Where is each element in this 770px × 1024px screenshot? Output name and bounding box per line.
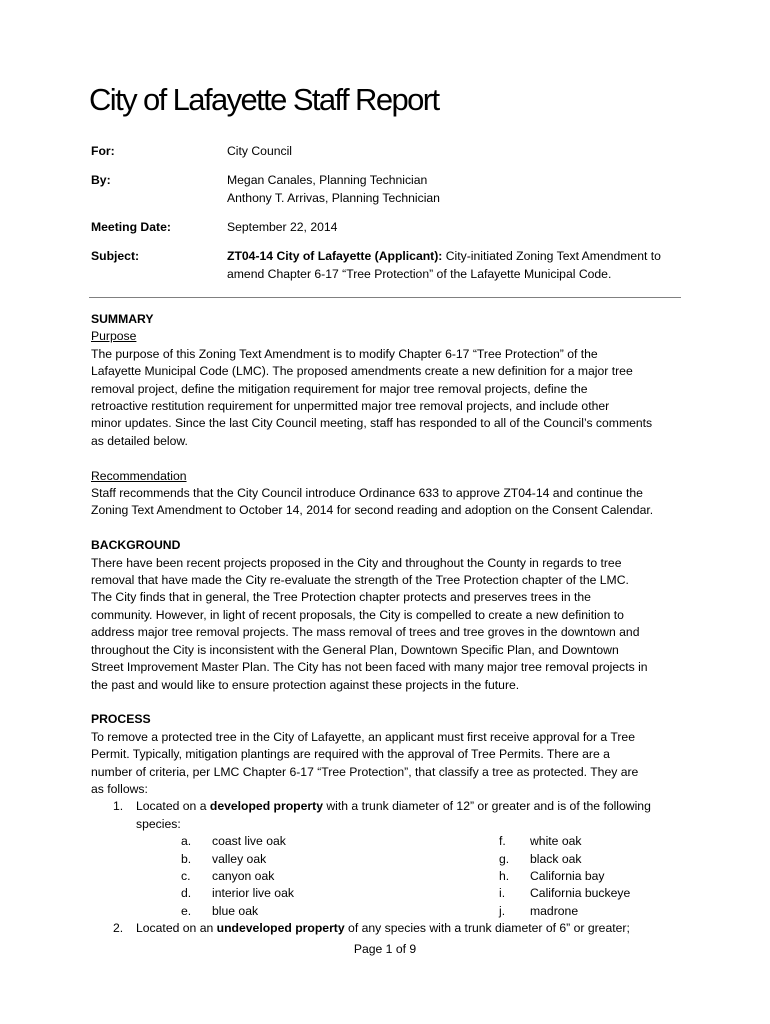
- by-label: By:: [91, 173, 111, 187]
- species-letter: g.: [499, 851, 510, 866]
- protection-criteria-list-continued: [91, 920, 691, 937]
- list-number: 2.: [113, 921, 124, 936]
- subject-label: Subject:: [91, 249, 140, 263]
- purpose-line: The purpose of this Zoning Text Amendment is to modify Chapter 6-17 “Tree Protection” of the: [91, 346, 598, 361]
- process-line: To remove a protected tree in the City of Lafayette, an applicant must first receive approval for a Tree: [91, 729, 635, 744]
- species-letter: d.: [181, 886, 192, 901]
- list-number: 1.: [113, 799, 124, 814]
- background-line: throughout the City is inconsistent with the General Plan, Downtown Specific Plan, and Downtown: [91, 642, 619, 657]
- process-line: as follows:: [91, 781, 148, 796]
- background-line: The City finds that in general, the Tree Protection chapter protects and preserves trees in the: [91, 590, 591, 605]
- protection-criteria-list: [91, 798, 691, 833]
- purpose-line: minor updates. Since the last City Council meeting, staff has responded to all of the Council’s comments: [91, 416, 653, 431]
- process-heading: PROCESS: [91, 712, 151, 727]
- subject-text: City-initiated Zoning Text Amendment to: [442, 249, 661, 263]
- background-line: There have been recent projects proposed in the City and throughout the County in regards to tree: [91, 555, 622, 570]
- species-list: [91, 833, 691, 920]
- purpose-line: as detailed below.: [91, 433, 188, 448]
- recommendation-line: Staff recommends that the City Council introduce Ordinance 633 to approve ZT04-14 and continue the: [91, 486, 643, 501]
- by-author-2: Anthony T. Arrivas, Planning Technician: [227, 190, 440, 205]
- for-label: For:: [91, 144, 115, 158]
- purpose-line: removal project, define the mitigation requirement for major tree removal projects, define the: [91, 381, 588, 396]
- report-body: [91, 311, 691, 938]
- criteria-text: Located on a: [136, 799, 210, 814]
- purpose-line: Lafayette Municipal Code (LMC). The proposed amendments create a new definition for a major tree: [91, 364, 633, 379]
- species-letter: j.: [499, 903, 506, 918]
- species-name: white oak: [530, 834, 582, 849]
- species-letter: e.: [181, 903, 192, 918]
- header-divider: [89, 297, 681, 298]
- meeting-date-label: Meeting Date:: [91, 220, 171, 234]
- by-author-1: Megan Canales, Planning Technician: [227, 173, 428, 187]
- recommendation-line: Zoning Text Amendment to October 14, 2014 for second reading and adoption on the Consent Calendar.: [91, 503, 654, 518]
- criteria-item-2: [91, 920, 691, 937]
- criteria-item-1: [91, 798, 691, 833]
- species-letter: a.: [181, 834, 192, 849]
- background-line: community. However, in light of recent proposals, the City is compelled to create a new definition to: [91, 607, 624, 622]
- species-name: valley oak: [212, 851, 267, 866]
- species-letter: i.: [499, 886, 506, 901]
- background-line: Street Improvement Master Plan. The City has not been faced with many major tree removal projects in: [91, 660, 648, 675]
- purpose-heading: Purpose: [91, 329, 137, 344]
- purpose-line: retroactive restitution requirement for unpermitted major tree removal projects, and include other: [91, 399, 610, 414]
- species-letter: f.: [499, 834, 506, 849]
- species-name: madrone: [530, 903, 579, 918]
- meeting-date-value: September 22, 2014: [227, 220, 338, 234]
- species-name: black oak: [530, 851, 582, 866]
- species-name: California buckeye: [530, 886, 631, 901]
- subject-line-2: amend Chapter 6-17 “Tree Protection” of the Lafayette Municipal Code.: [227, 266, 612, 281]
- criteria-text: with a trunk diameter of 12” or greater and is of the following: [322, 799, 651, 814]
- background-line: address major tree removal projects. The mass removal of trees and tree groves in the downtown and: [91, 625, 640, 640]
- page-number: Page 1 of 9: [353, 942, 417, 956]
- recommendation-heading: Recommendation: [91, 468, 187, 483]
- process-line: Permit. Typically, mitigation plantings are required with the approval of Tree Permits. There are a: [91, 747, 610, 762]
- criteria-emphasis: developed property: [209, 799, 323, 814]
- species-letter: h.: [499, 868, 510, 883]
- criteria-text: species:: [136, 816, 181, 831]
- criteria-text: Located on an: [136, 921, 217, 936]
- subject-line-1: [227, 248, 661, 266]
- species-name: coast live oak: [212, 834, 286, 849]
- background-line: the past and would like to ensure protection against these projects in the future.: [91, 677, 520, 692]
- species-name: California bay: [530, 868, 605, 883]
- species-name: canyon oak: [212, 868, 275, 883]
- process-line: number of criteria, per LMC Chapter 6-17 “Tree Protection”, that classify a tree as protected. They are: [91, 764, 639, 779]
- species-letter: b.: [181, 851, 192, 866]
- criteria-emphasis: undeveloped property: [216, 921, 345, 936]
- species-name: interior live oak: [212, 886, 294, 901]
- summary-heading: SUMMARY: [91, 312, 154, 326]
- criteria-text: of any species with a trunk diameter of 6” or greater;: [344, 921, 630, 936]
- species-name: blue oak: [212, 903, 259, 918]
- background-line: removal that have made the City re-evaluate the strength of the Tree Protection chapter of the LMC.: [91, 573, 629, 588]
- for-value: City Council: [227, 144, 293, 158]
- page-title: City of Lafayette Staff Report: [89, 82, 439, 117]
- subject-applicant: ZT04-14 City of Lafayette (Applicant):: [227, 249, 443, 263]
- species-letter: c.: [181, 868, 191, 883]
- background-heading: BACKGROUND: [91, 538, 181, 553]
